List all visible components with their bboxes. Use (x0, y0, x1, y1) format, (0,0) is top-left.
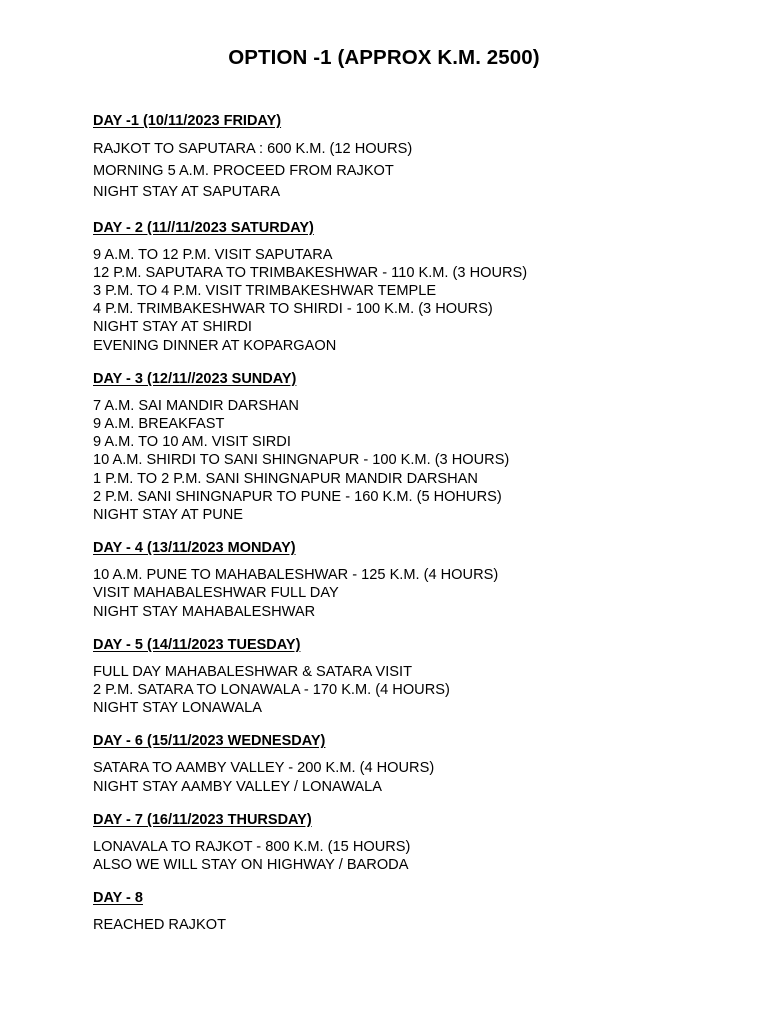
day-schedule (93, 566, 768, 621)
schedule-line: REACHED RAJKOT (93, 917, 226, 934)
day-section (93, 112, 768, 204)
day-heading: DAY - 6 (15/11/2023 WEDNESDAY) (93, 733, 326, 750)
schedule-line: 4 P.M. TRIMBAKESHWAR TO SHIRDI - 100 K.M. (3 HOURS) (93, 301, 493, 318)
day-section (93, 219, 768, 355)
day-heading: DAY - 3 (12/11//2023 SUNDAY) (93, 370, 297, 387)
day-schedule (93, 663, 768, 718)
schedule-line: ALSO WE WILL STAY ON HIGHWAY / BARODA (93, 856, 409, 873)
day-heading: DAY - 2 (11//11/2023 SATURDAY) (93, 219, 314, 236)
day-schedule (93, 838, 768, 874)
day-heading: DAY -1 (10/11/2023 FRIDAY) (93, 113, 282, 129)
day-section (93, 370, 768, 524)
day-heading: DAY - 4 (13/11/2023 MONDAY) (93, 540, 296, 557)
schedule-line: SATARA TO AAMBY VALLEY - 200 K.M. (4 HOURS) (93, 760, 435, 777)
day-heading: DAY - 7 (16/11/2023 THURSDAY) (93, 811, 312, 828)
day-schedule (93, 916, 768, 934)
schedule-line: FULL DAY MAHABALESHWAR & SATARA VISIT (93, 663, 412, 680)
day-section (93, 889, 768, 934)
schedule-line: 12 P.M. SAPUTARA TO TRIMBAKESHWAR - 110 K.M. (3 HOURS) (93, 264, 528, 281)
schedule-line: NIGHT STAY AT SAPUTARA (93, 184, 281, 200)
schedule-line: NIGHT STAY AT PUNE (93, 506, 244, 523)
schedule-line: NIGHT STAY AAMBY VALLEY / LONAWALA (93, 778, 383, 795)
day-schedule (93, 759, 768, 795)
day-schedule (93, 397, 768, 524)
schedule-line: 10 A.M. SHIRDI TO SANI SHINGNAPUR - 100 K.M. (3 HOURS) (93, 452, 510, 469)
schedule-line: 2 P.M. SANI SHINGNAPUR TO PUNE - 160 K.M. (5 HOHURS) (93, 488, 502, 505)
day-schedule (93, 139, 768, 204)
schedule-line: 9 A.M. TO 10 AM. VISIT SIRDI (93, 434, 291, 451)
day-heading: DAY - 8 (93, 890, 143, 907)
schedule-line: 9 A.M. BREAKFAST (93, 415, 225, 432)
day-section (93, 811, 768, 874)
schedule-line: EVENING DINNER AT KOPARGAON (93, 337, 337, 354)
day-schedule (93, 246, 768, 355)
schedule-line: VISIT MAHABALESHWAR FULL DAY (93, 585, 339, 602)
schedule-line: 1 P.M. TO 2 P.M. SANI SHINGNAPUR MANDIR DARSHAN (93, 470, 478, 487)
day-section (93, 732, 768, 795)
schedule-line: 3 P.M. TO 4 P.M. VISIT TRIMBAKESHWAR TEMPLE (93, 282, 437, 299)
schedule-line: LONAVALA TO RAJKOT - 800 K.M. (15 HOURS) (93, 838, 411, 855)
schedule-line: MORNING 5 A.M. PROCEED FROM RAJKOT (93, 162, 394, 179)
day-heading: DAY - 5 (14/11/2023 TUESDAY) (93, 636, 301, 653)
document-title: OPTION -1 (APPROX K.M. 2500) (228, 46, 540, 69)
schedule-line: 7 A.M. SAI MANDIR DARSHAN (93, 397, 299, 414)
schedule-line: NIGHT STAY AT SHIRDI (93, 319, 252, 336)
schedule-line: NIGHT STAY MAHABALESHWAR (93, 603, 316, 620)
day-section (93, 539, 768, 621)
schedule-line: 9 A.M. TO 12 P.M. VISIT SAPUTARA (93, 246, 333, 263)
schedule-line: RAJKOT TO SAPUTARA : 600 K.M. (12 HOURS) (93, 141, 413, 157)
schedule-line: NIGHT STAY LONAWALA (93, 700, 262, 717)
day-list (93, 112, 768, 934)
day-section (93, 636, 768, 718)
schedule-line: 2 P.M. SATARA TO LONAWALA - 170 K.M. (4 HOURS) (93, 681, 450, 698)
schedule-line: 10 A.M. PUNE TO MAHABALESHWAR - 125 K.M. (4 HOURS) (93, 567, 499, 584)
